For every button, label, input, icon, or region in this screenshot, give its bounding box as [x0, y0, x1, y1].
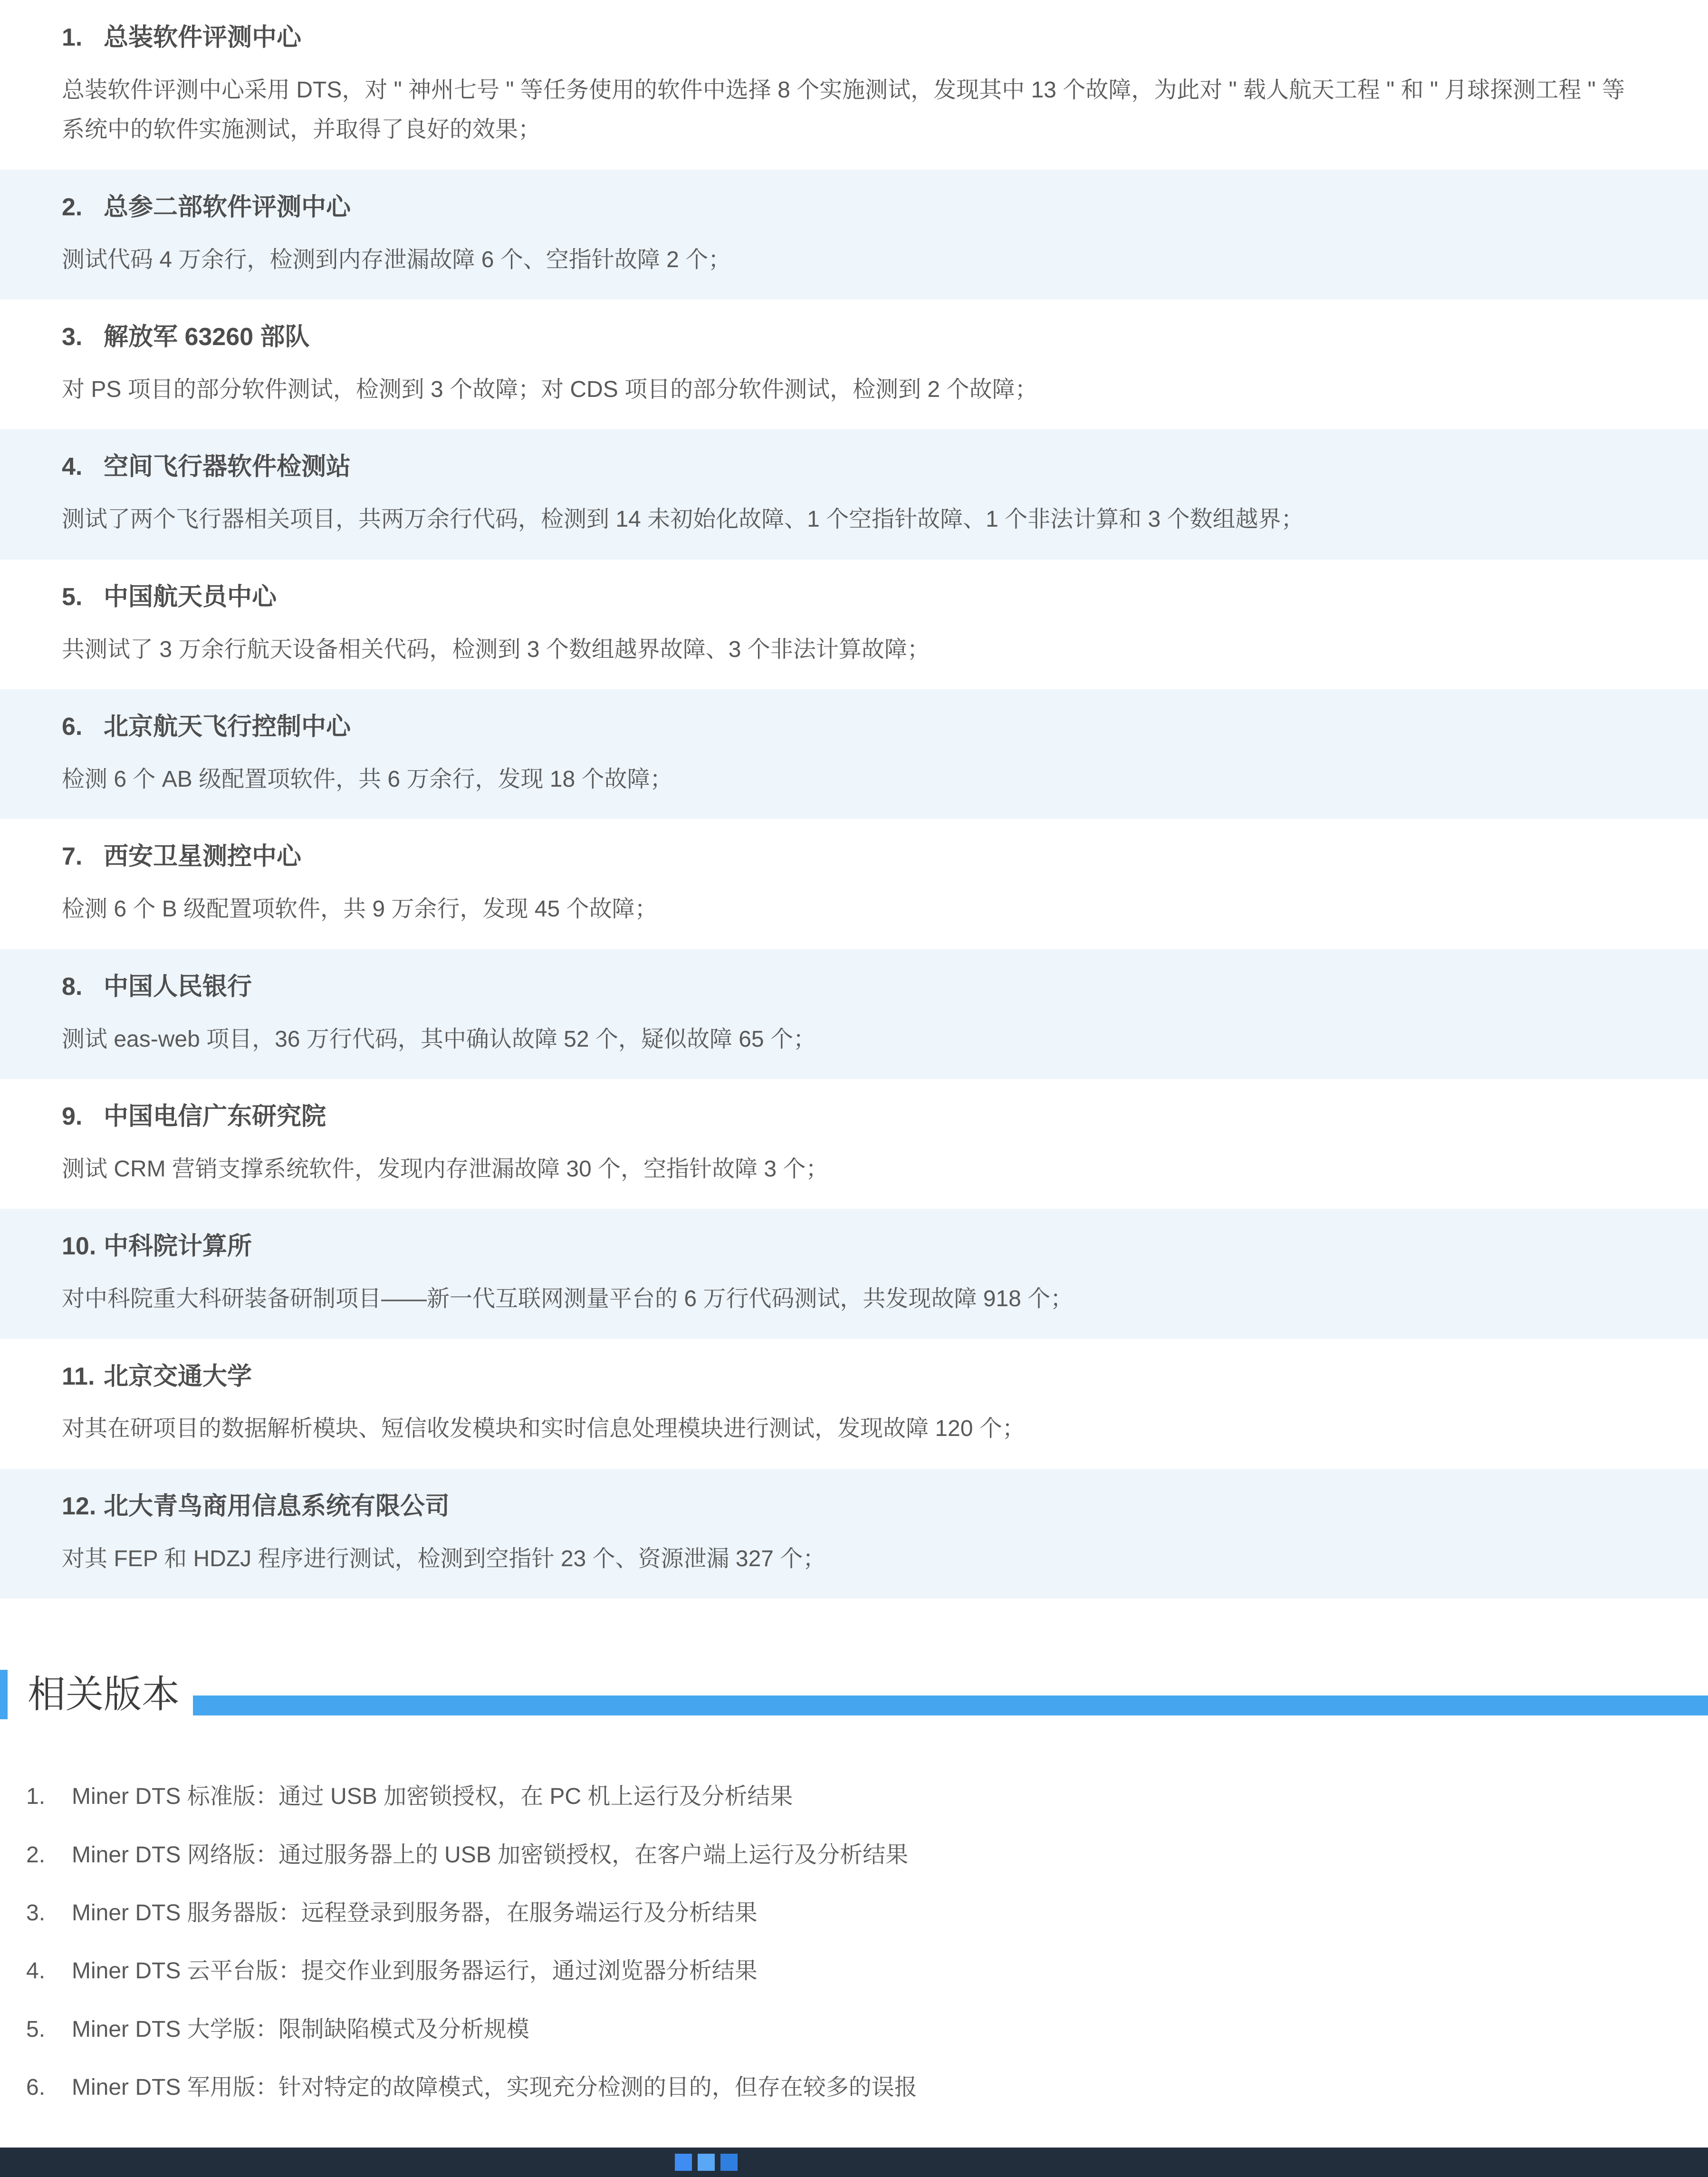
version-text: Miner DTS 服务器版：远程登录到服务器，在服务端运行及分析结果 [72, 1900, 758, 1926]
case-name: 北京交通大学 [104, 1362, 252, 1390]
version-item [26, 1840, 1646, 1870]
case-item [0, 1079, 1708, 1209]
case-item [0, 819, 1708, 949]
case-item [0, 1339, 1708, 1469]
case-description: 测试 eas-web 项目，36 万行代码，其中确认故障 52 个，疑似故障 65 个； [62, 1026, 816, 1052]
case-number: 9. [62, 1103, 83, 1131]
case-number: 10. [62, 1233, 96, 1261]
accent-vertical-bar [0, 1670, 8, 1719]
case-item [0, 559, 1708, 689]
case-title [62, 1363, 1646, 1391]
case-description: 对中科院重大科研装备研制项目——新一代互联网测量平台的 6 万行代码测试，共发现故障 918 个； [62, 1286, 1074, 1312]
case-title [62, 713, 1646, 742]
case-item [0, 0, 1708, 170]
footer-tile [675, 2154, 692, 2171]
case-name: 西安卫星测控中心 [104, 843, 302, 871]
version-list [0, 1782, 1708, 2131]
case-item [0, 1469, 1708, 1599]
case-description: 共测试了 3 万余行航天设备相关代码，检测到 3 个数组越界故障、3 个非法计算故障； [62, 636, 930, 662]
page-footer [0, 2148, 1708, 2177]
case-name: 总装软件评测中心 [104, 24, 302, 51]
case-number: 11. [62, 1362, 95, 1390]
version-item [26, 1956, 1646, 1986]
case-number: 3. [62, 323, 83, 351]
version-text: Miner DTS 网络版：通过服务器上的 USB 加密锁授权，在客户端上运行及分析结果 [72, 1842, 909, 1868]
case-title [62, 1493, 1646, 1521]
version-number: 2. [26, 1842, 46, 1868]
accent-horizontal-bar [193, 1695, 1708, 1715]
case-title [62, 24, 1646, 52]
case-number: 8. [62, 973, 83, 1001]
case-item [0, 170, 1708, 299]
footer-tile [720, 2154, 738, 2171]
version-item [26, 1782, 1646, 1811]
case-description: 测试代码 4 万余行，检测到内存泄漏故障 6 个、空指针故障 2 个； [62, 247, 731, 272]
version-item [26, 2073, 1646, 2102]
case-number: 1. [62, 24, 83, 51]
version-number: 1. [26, 1784, 46, 1810]
case-name: 北大青鸟商用信息系统有限公司 [104, 1492, 450, 1520]
case-title [62, 1233, 1646, 1261]
case-title [62, 973, 1646, 1002]
section-header [0, 1670, 1708, 1719]
case-item [0, 689, 1708, 819]
section-title: 相关版本 [28, 1673, 180, 1716]
case-description: 对其在研项目的数据解析模块、短信收发模块和实时信息处理模块进行测试，发现故障 120 个； [62, 1416, 1025, 1442]
case-item [0, 1209, 1708, 1339]
case-title [62, 453, 1646, 482]
case-number: 6. [62, 713, 83, 741]
footer-tile [698, 2154, 715, 2171]
version-text: Miner DTS 大学版：限制缺陷模式及分析规模 [72, 2016, 529, 2042]
case-name: 总参二部软件评测中心 [104, 193, 351, 221]
case-name: 北京航天飞行控制中心 [104, 713, 351, 741]
case-description: 测试 CRM 营销支撑系统软件，发现内存泄漏故障 30 个，空指针故障 3 个； [62, 1156, 829, 1182]
case-description: 对其 FEP 和 HDZJ 程序进行测试，检测到空指针 23 个、资源泄漏 327 个； [62, 1546, 826, 1571]
case-name: 中国航天员中心 [104, 583, 277, 611]
case-item [0, 429, 1708, 559]
version-number: 4. [26, 1958, 46, 1984]
footer-tiles [675, 2154, 738, 2171]
case-title [62, 1103, 1646, 1131]
case-item [0, 299, 1708, 429]
version-number: 3. [26, 1900, 46, 1926]
case-title [62, 323, 1646, 352]
case-name: 中国电信广东研究院 [104, 1103, 326, 1131]
case-name: 空间飞行器软件检测站 [104, 453, 351, 481]
case-description: 总装软件评测中心采用 DTS，对 " 神州七号 " 等任务使用的软件中选择 8 个实施测试，发现其中 13 个故障，为此对 " 载人航天工程 " 和 " 月球探测工程 " 等系统中的软件实施测试，并取得了良好的效果； [62, 77, 1625, 143]
version-item [26, 2015, 1646, 2044]
version-text: Miner DTS 标准版：通过 USB 加密锁授权，在 PC 机上运行及分析结果 [72, 1784, 793, 1810]
case-title [62, 583, 1646, 612]
case-title [62, 843, 1646, 871]
case-name: 解放军 63260 部队 [104, 323, 310, 351]
case-description: 检测 6 个 AB 级配置项软件，共 6 万余行，发现 18 个故障； [62, 766, 673, 792]
version-number: 6. [26, 2075, 46, 2100]
case-item [0, 949, 1708, 1079]
case-description: 检测 6 个 B 级配置项软件，共 9 万余行，发现 45 个故障； [62, 896, 658, 922]
case-description: 测试了两个飞行器相关项目，共两万余行代码，检测到 14 未初始化故障、1 个空指针故障、1 个非法计算和 3 个数组越界； [62, 507, 1304, 532]
case-number: 4. [62, 453, 83, 481]
case-title [62, 193, 1646, 222]
case-number: 5. [62, 583, 83, 611]
case-name: 中科院计算所 [104, 1233, 252, 1261]
version-item [26, 1898, 1646, 1928]
case-name: 中国人民银行 [104, 973, 252, 1001]
case-number: 7. [62, 843, 83, 871]
version-text: Miner DTS 军用版：针对特定的故障模式，实现充分检测的目的，但存在较多的误报 [72, 2075, 917, 2100]
case-number: 12. [62, 1492, 96, 1520]
case-number: 2. [62, 193, 83, 221]
version-text: Miner DTS 云平台版：提交作业到服务器运行，通过浏览器分析结果 [72, 1958, 758, 1984]
version-number: 5. [26, 2016, 46, 2042]
case-description: 对 PS 项目的部分软件测试，检测到 3 个故障；对 CDS 项目的部分软件测试，检测到 2 个故障； [62, 376, 1038, 402]
